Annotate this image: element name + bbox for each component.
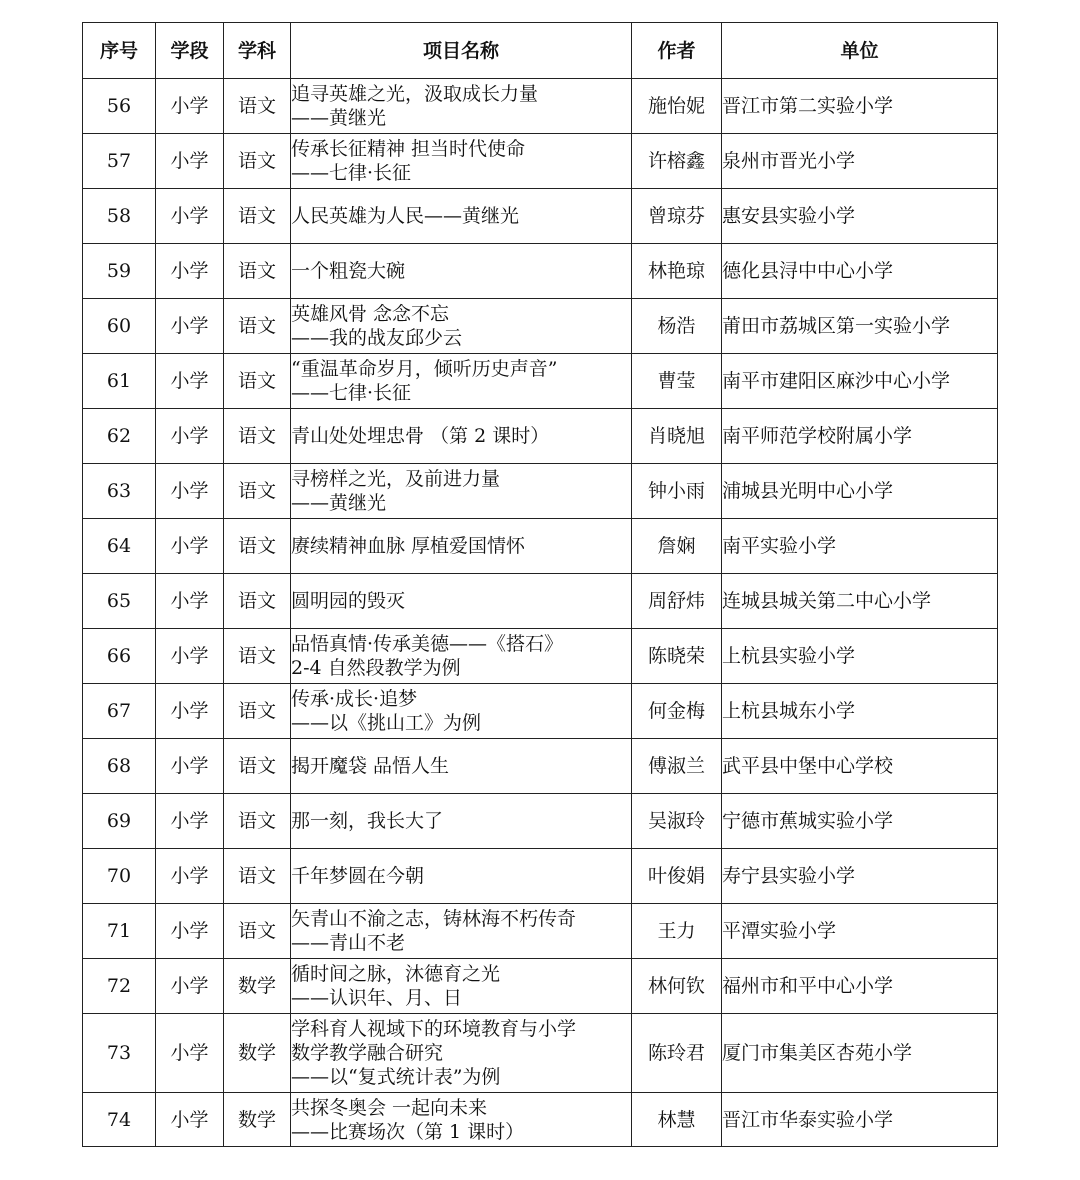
cell-author: 施怡妮 <box>632 79 722 134</box>
cell-stage: 小学 <box>156 464 224 519</box>
cell-unit: 浦城县光明中心小学 <box>722 464 998 519</box>
table-row <box>83 519 998 574</box>
header-row <box>83 23 998 79</box>
table-row <box>83 1093 998 1147</box>
table-row <box>83 574 998 629</box>
cell-author: 陈玲君 <box>632 1014 722 1093</box>
cell-no: 63 <box>83 464 156 519</box>
project-list-table <box>82 22 998 1147</box>
cell-title: 传承·成长·追梦 ——以《挑山工》为例 <box>291 684 632 739</box>
cell-no: 61 <box>83 354 156 409</box>
cell-unit: 南平市建阳区麻沙中心小学 <box>722 354 998 409</box>
cell-stage: 小学 <box>156 959 224 1014</box>
cell-author: 林艳琼 <box>632 244 722 299</box>
cell-unit: 宁德市蕉城实验小学 <box>722 794 998 849</box>
cell-title: 人民英雄为人民——黄继光 <box>291 189 632 244</box>
cell-stage: 小学 <box>156 794 224 849</box>
cell-no: 69 <box>83 794 156 849</box>
cell-no: 56 <box>83 79 156 134</box>
cell-unit: 平潭实验小学 <box>722 904 998 959</box>
cell-no: 59 <box>83 244 156 299</box>
cell-title: 传承长征精神 担当时代使命 ——七律·长征 <box>291 134 632 189</box>
table-row <box>83 464 998 519</box>
cell-author: 杨浩 <box>632 299 722 354</box>
cell-author: 林慧 <box>632 1093 722 1147</box>
cell-title: 品悟真情·传承美德——《搭石》 2-4 自然段教学为例 <box>291 629 632 684</box>
cell-title: “重温革命岁月，倾听历史声音” ——七律·长征 <box>291 354 632 409</box>
cell-no: 57 <box>83 134 156 189</box>
cell-subject: 语文 <box>224 189 291 244</box>
table-row <box>83 299 998 354</box>
cell-subject: 数学 <box>224 1093 291 1147</box>
cell-no: 65 <box>83 574 156 629</box>
header-stage: 学段 <box>156 23 224 79</box>
cell-stage: 小学 <box>156 849 224 904</box>
cell-unit: 晋江市第二实验小学 <box>722 79 998 134</box>
cell-author: 林何钦 <box>632 959 722 1014</box>
cell-stage: 小学 <box>156 79 224 134</box>
cell-stage: 小学 <box>156 134 224 189</box>
cell-stage: 小学 <box>156 409 224 464</box>
cell-unit: 晋江市华泰实验小学 <box>722 1093 998 1147</box>
cell-stage: 小学 <box>156 1014 224 1093</box>
cell-unit: 上杭县实验小学 <box>722 629 998 684</box>
header-subject: 学科 <box>224 23 291 79</box>
cell-title: 圆明园的毁灭 <box>291 574 632 629</box>
cell-title: 追寻英雄之光，汲取成长力量 ——黄继光 <box>291 79 632 134</box>
cell-stage: 小学 <box>156 244 224 299</box>
cell-author: 曹莹 <box>632 354 722 409</box>
cell-author: 肖晓旭 <box>632 409 722 464</box>
cell-no: 74 <box>83 1093 156 1147</box>
cell-no: 71 <box>83 904 156 959</box>
cell-title: 循时间之脉，沐德育之光 ——认识年、月、日 <box>291 959 632 1014</box>
cell-no: 67 <box>83 684 156 739</box>
table-row <box>83 684 998 739</box>
cell-subject: 语文 <box>224 134 291 189</box>
cell-author: 吴淑玲 <box>632 794 722 849</box>
cell-author: 叶俊娟 <box>632 849 722 904</box>
cell-unit: 上杭县城东小学 <box>722 684 998 739</box>
cell-title: 赓续精神血脉 厚植爱国情怀 <box>291 519 632 574</box>
cell-title: 学科育人视域下的环境教育与小学 数学教学融合研究 ——以“复式统计表”为例 <box>291 1014 632 1093</box>
cell-unit: 德化县浔中中心小学 <box>722 244 998 299</box>
cell-subject: 语文 <box>224 464 291 519</box>
cell-subject: 语文 <box>224 354 291 409</box>
cell-author: 傅淑兰 <box>632 739 722 794</box>
cell-stage: 小学 <box>156 739 224 794</box>
cell-subject: 语文 <box>224 794 291 849</box>
table-row <box>83 244 998 299</box>
cell-subject: 语文 <box>224 519 291 574</box>
table-row <box>83 354 998 409</box>
cell-subject: 语文 <box>224 739 291 794</box>
cell-stage: 小学 <box>156 189 224 244</box>
cell-author: 王力 <box>632 904 722 959</box>
cell-author: 陈晓荣 <box>632 629 722 684</box>
table-row <box>83 79 998 134</box>
table-row <box>83 189 998 244</box>
cell-title: 那一刻，我长大了 <box>291 794 632 849</box>
cell-no: 60 <box>83 299 156 354</box>
table-row <box>83 409 998 464</box>
cell-title: 揭开魔袋 品悟人生 <box>291 739 632 794</box>
cell-unit: 寿宁县实验小学 <box>722 849 998 904</box>
cell-author: 曾琼芬 <box>632 189 722 244</box>
cell-stage: 小学 <box>156 684 224 739</box>
cell-no: 66 <box>83 629 156 684</box>
cell-stage: 小学 <box>156 519 224 574</box>
table-row <box>83 1014 998 1093</box>
cell-stage: 小学 <box>156 629 224 684</box>
cell-stage: 小学 <box>156 1093 224 1147</box>
cell-subject: 语文 <box>224 849 291 904</box>
cell-title: 寻榜样之光，及前进力量 ——黄继光 <box>291 464 632 519</box>
table-row <box>83 739 998 794</box>
header-author: 作者 <box>632 23 722 79</box>
cell-stage: 小学 <box>156 574 224 629</box>
cell-subject: 数学 <box>224 959 291 1014</box>
table-row <box>83 904 998 959</box>
cell-unit: 福州市和平中心小学 <box>722 959 998 1014</box>
cell-author: 钟小雨 <box>632 464 722 519</box>
cell-unit: 惠安县实验小学 <box>722 189 998 244</box>
cell-author: 何金梅 <box>632 684 722 739</box>
cell-title: 共探冬奥会 一起向未来 ——比赛场次（第 1 课时） <box>291 1093 632 1147</box>
cell-unit: 连城县城关第二中心小学 <box>722 574 998 629</box>
cell-no: 73 <box>83 1014 156 1093</box>
cell-title: 矢青山不渝之志，铸林海不朽传奇 ——青山不老 <box>291 904 632 959</box>
cell-subject: 语文 <box>224 244 291 299</box>
table-row <box>83 849 998 904</box>
cell-subject: 语文 <box>224 79 291 134</box>
cell-unit: 泉州市晋光小学 <box>722 134 998 189</box>
table-row <box>83 794 998 849</box>
cell-stage: 小学 <box>156 904 224 959</box>
table-row <box>83 959 998 1014</box>
cell-no: 64 <box>83 519 156 574</box>
cell-no: 68 <box>83 739 156 794</box>
cell-unit: 厦门市集美区杏苑小学 <box>722 1014 998 1093</box>
cell-stage: 小学 <box>156 299 224 354</box>
cell-subject: 数学 <box>224 1014 291 1093</box>
cell-title: 青山处处埋忠骨 （第 2 课时） <box>291 409 632 464</box>
cell-author: 詹娴 <box>632 519 722 574</box>
cell-no: 58 <box>83 189 156 244</box>
cell-author: 许榕鑫 <box>632 134 722 189</box>
cell-unit: 武平县中堡中心学校 <box>722 739 998 794</box>
cell-no: 70 <box>83 849 156 904</box>
cell-stage: 小学 <box>156 354 224 409</box>
table-row <box>83 629 998 684</box>
cell-title: 一个粗瓷大碗 <box>291 244 632 299</box>
cell-title: 千年梦圆在今朝 <box>291 849 632 904</box>
cell-subject: 语文 <box>224 409 291 464</box>
cell-unit: 莆田市荔城区第一实验小学 <box>722 299 998 354</box>
header-no: 序号 <box>83 23 156 79</box>
header-unit: 单位 <box>722 23 998 79</box>
cell-unit: 南平实验小学 <box>722 519 998 574</box>
cell-subject: 语文 <box>224 299 291 354</box>
cell-subject: 语文 <box>224 629 291 684</box>
cell-no: 62 <box>83 409 156 464</box>
table-row <box>83 134 998 189</box>
cell-author: 周舒炜 <box>632 574 722 629</box>
cell-subject: 语文 <box>224 904 291 959</box>
cell-unit: 南平师范学校附属小学 <box>722 409 998 464</box>
cell-no: 72 <box>83 959 156 1014</box>
cell-subject: 语文 <box>224 574 291 629</box>
cell-subject: 语文 <box>224 684 291 739</box>
header-title: 项目名称 <box>291 23 632 79</box>
cell-title: 英雄风骨 念念不忘 ——我的战友邱少云 <box>291 299 632 354</box>
